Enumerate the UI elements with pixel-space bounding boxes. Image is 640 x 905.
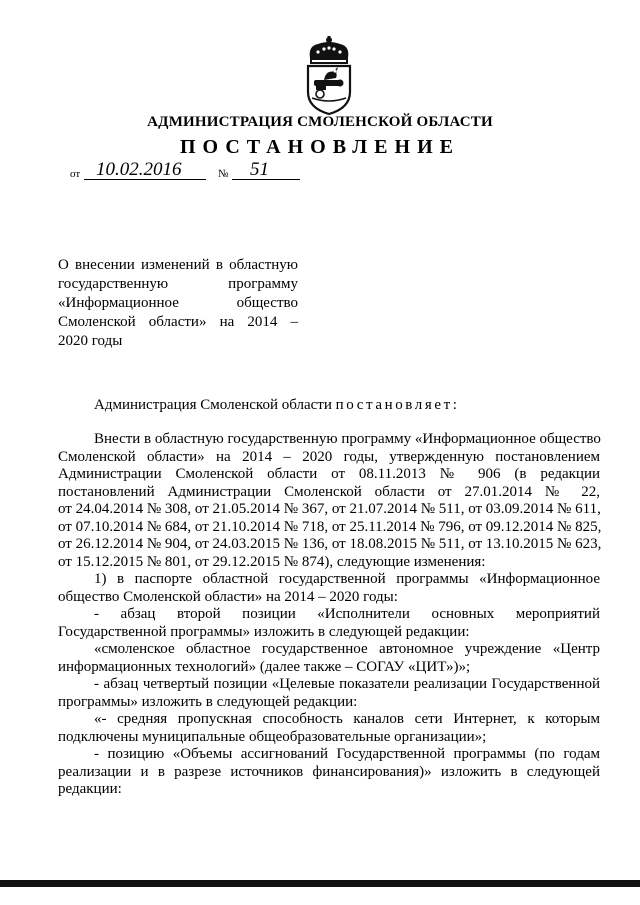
body-line: Внести в областную государственную программу «Информационное общество xyxy=(94,431,601,447)
body-line: Государственной программы» изложить в следующей редакции: xyxy=(58,623,470,640)
subject-line: О внесении изменений в областную xyxy=(58,257,298,273)
document-subject xyxy=(58,256,298,351)
subject-line: Смоленской области» на 2014 – xyxy=(58,314,298,330)
body-line: программы» изложить в следующей редакции: xyxy=(58,693,358,710)
preamble-verb: постановляет: xyxy=(335,397,460,413)
body-line: Смоленской области» на 2014 – 2020 годы, утвержденную постановлением xyxy=(58,448,600,465)
body-line: реализации и в разрезе источников финансирования)» изложить в следующей xyxy=(58,763,600,780)
coat-of-arms-emblem xyxy=(296,34,362,116)
body-line: общество Смоленской области» на 2014 – 2020 годы: xyxy=(58,588,398,605)
body-line: от 07.10.2014 № 684, от 21.10.2014 № 718, от 25.11.2014 № 796, от 09.12.2014 № 825, xyxy=(58,518,602,535)
subject-line: «Информационное общество xyxy=(58,295,298,311)
body-line: постановлений Администрации Смоленской области от 27.01.2014 № 22, xyxy=(58,483,600,500)
page-bottom-edge xyxy=(0,880,640,887)
date-prefix: от xyxy=(70,168,81,180)
body-line: Администрации Смоленской области от 08.11.2013 № 906 (в редакции xyxy=(58,466,600,482)
body-line: - позицию «Объемы ассигнований Государственной программы (по годам xyxy=(94,746,600,762)
handwritten-date: 10.02.2016 xyxy=(96,159,182,180)
document-type-title: ПОСТАНОВЛЕНИЕ xyxy=(180,136,460,158)
organization-name: АДМИНИСТРАЦИЯ СМОЛЕНСКОЙ ОБЛАСТИ xyxy=(147,114,493,130)
date-number-line xyxy=(70,158,330,184)
body-line: от 26.12.2014 № 904, от 24.03.2015 № 136, от 18.08.2015 № 511, от 13.10.2015 № 623, xyxy=(58,536,602,552)
document-body xyxy=(58,431,600,799)
body-line: от 24.04.2014 № 308, от 21.05.2014 № 367, от 21.07.2014 № 511, от 03.09.2014 № 611, xyxy=(58,501,601,517)
body-line: - абзац второй позиции «Исполнители основных мероприятий xyxy=(94,606,600,622)
body-line: - абзац четвертый позиции «Целевые показатели реализации Государственной xyxy=(94,676,600,692)
body-line: от 15.12.2015 № 801, от 29.12.2015 № 874), следующие изменения: xyxy=(58,553,486,570)
number-prefix: № xyxy=(218,168,229,180)
body-line: редакции: xyxy=(58,781,122,797)
body-line: подключены муниципальные общеобразовательные организации»; xyxy=(58,728,487,745)
handwritten-number: 51 xyxy=(250,159,269,180)
body-line: «- средняя пропускная способность каналов сети Интернет, к которым xyxy=(94,711,600,727)
preamble-text: Администрация Смоленской области xyxy=(94,397,336,413)
subject-line: 2020 годы xyxy=(58,333,123,349)
preamble xyxy=(94,397,460,414)
subject-line: государственную программу xyxy=(58,276,298,292)
body-line: информационных технологий» (далее также – СОГАУ «ЦИТ»)»; xyxy=(58,658,471,675)
body-line: 1) в паспорте областной государственной программы «Информационное xyxy=(94,571,600,587)
body-line: «смоленское областное государственное автономное учреждение «Центр xyxy=(94,641,600,657)
